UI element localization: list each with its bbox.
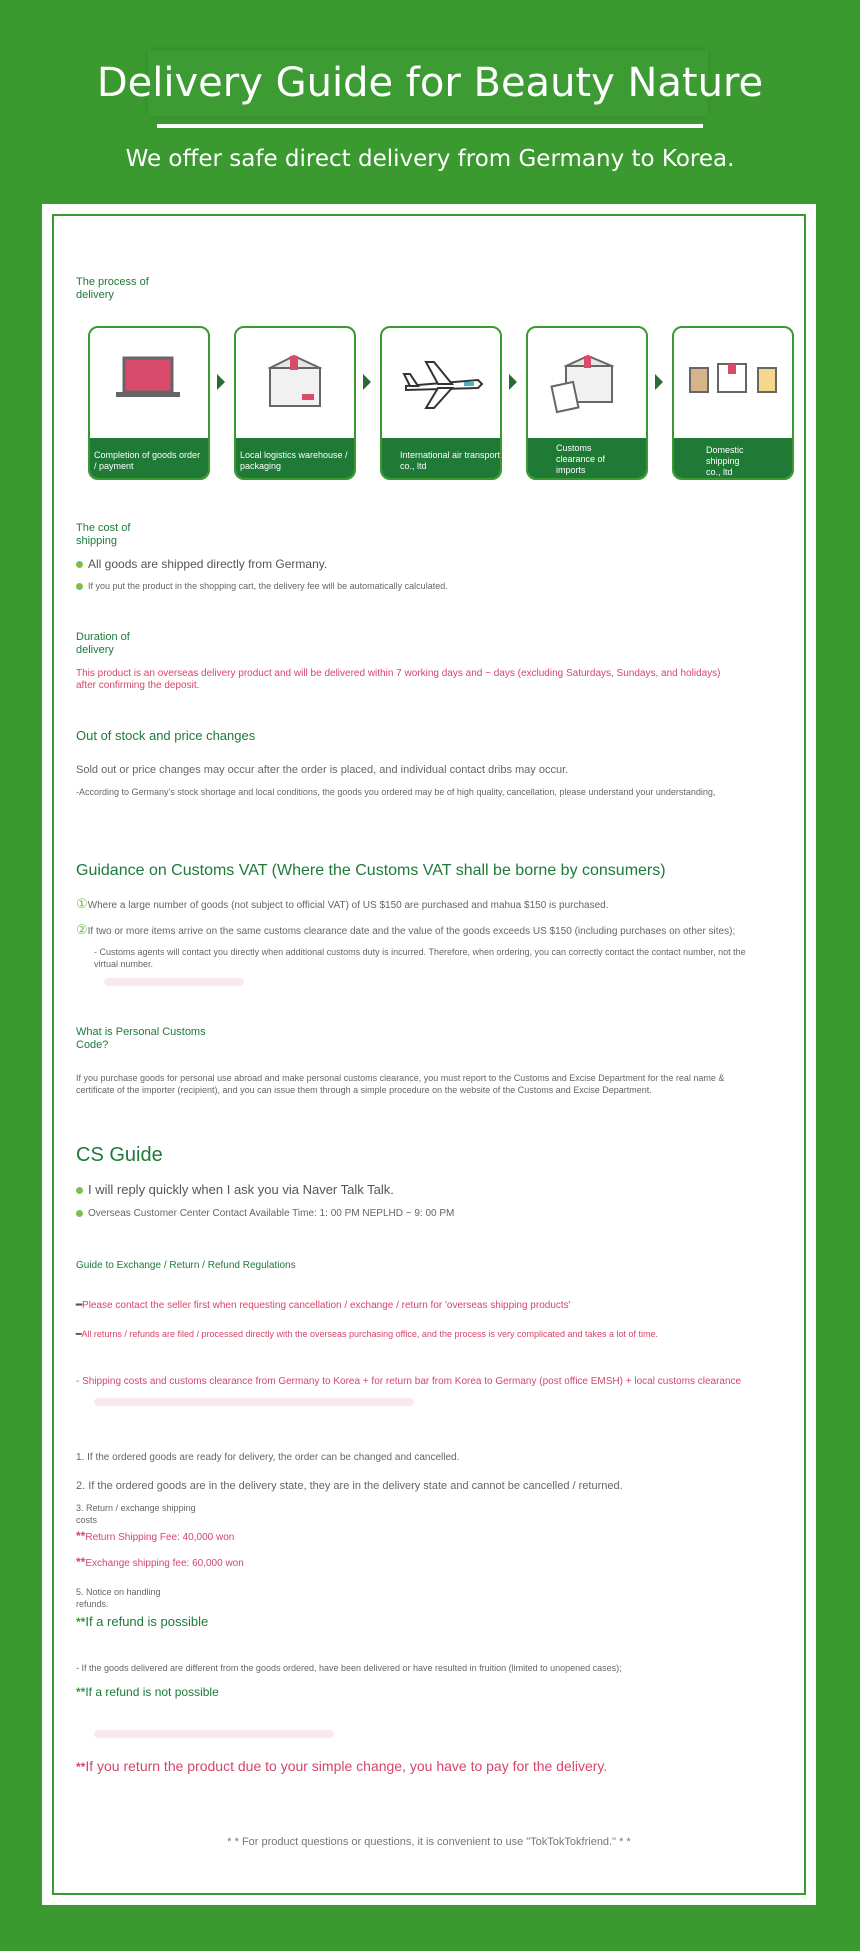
step-label: Completion of goods order / payment [94,450,201,471]
page-title: Delivery Guide for Beauty Nature [96,60,764,106]
arrow-icon [655,374,663,390]
cs-line1: I will reply quickly when I ask you via Naver Talk Talk. [76,1184,394,1196]
refund-possible: **If a refund is possible [76,1614,209,1629]
customs-box-icon [528,328,646,438]
duration-text: This product is an overseas delivery product and will be delivered within 7 working days and ~ days (excluding Saturdays, Sundays, and holidays) after confirming the deposit. [76,668,721,691]
cost-line1: All goods are shipped directly from Germany. [76,558,327,570]
refund-n2: 2. If the ordered goods are in the delivery state, they are in the delivery state and cannot be cancelled / returned. [76,1480,623,1492]
vat-title: Guidance on Customs VAT (Where the Customs VAT shall be borne by consumers) [76,862,666,879]
box-icon [236,328,354,438]
step-label: Customs clearance of imports [556,443,606,475]
laptop-icon [90,328,208,438]
pcc-text: If you purchase goods for personal use abroad and make personal customs clearance, you must report to the Customs and Excise Department for the real name & certificate of the importer (recipient), and you can issue them through a simple procedure on the website of the Customs and Excise Department. [76,1073,725,1095]
page-header [0,0,860,200]
step-warehouse [234,326,356,480]
refund-n5: 5. Notice on handling refunds. [76,1587,161,1609]
refund-n3: 3. Return / exchange shipping costs [76,1503,196,1525]
refund-not-possible: **If a refund is not possible [76,1685,219,1699]
duration-title: Duration of delivery [76,631,130,656]
arrow-icon [217,374,225,390]
refund-n1: 1. If the ordered goods are ready for delivery, the order can be changed and cancelled. [76,1452,460,1463]
arrow-icon [509,374,517,390]
handover-icon [674,328,792,438]
blurred-text [94,1730,334,1738]
step-label: Local logistics warehouse / packaging [240,450,348,471]
pcc-title: What is Personal Customs Code? [76,1026,206,1051]
refund-title: Guide to Exchange / Return / Refund Regulations [76,1260,296,1271]
fee-exchange: **Exchange shipping fee: 60,000 won [76,1555,244,1569]
step-label: International air transport co., ltd [400,450,501,471]
refund-simple-change: **If you return the product due to your simple change, you have to pay for the delivery. [76,1758,608,1774]
step-customs [526,326,648,480]
airplane-icon [382,328,500,438]
refund-shipping: - Shipping costs and customs clearance from Germany to Korea + for return bar from Korea to Germany (post office EMSH) + local customs clearance [76,1376,742,1387]
step-order [88,326,210,480]
stock-line2: -According to Germany's stock shortage and local conditions, the goods you ordered may be of high quality, cancellation, please understand your understanding, [76,787,716,797]
bullet-icon [76,583,83,590]
cost-line2: If you put the product in the shopping cart, the delivery fee will be automatically calculated. [76,580,448,592]
step-label: Domestic shipping co., ltd [706,445,744,477]
guide-card [42,204,816,1905]
cs-title: CS Guide [76,1144,163,1166]
vat-item2: ②If two or more items arrive on the same customs clearance date and the value of the goods exceeds US $150 (including purchases on other sites); [76,922,736,937]
blurred-text [94,1398,414,1406]
bullet-icon [76,1187,83,1194]
vat-note: - Customs agents will contact you directly when additional customs duty is incurred. Therefore, when ordering, you can correctly contact the contact number, not the virtual number. [94,947,746,969]
refund-dash1: ━Please contact the seller first when requesting cancellation / exchange / return for 'overseas shipping products' [76,1300,571,1311]
footer-note: * * For product questions or questions, it is convenient to use "TokTokTokfriend." * * [227,1836,631,1848]
stock-title: Out of stock and price changes [76,728,256,743]
refund-possible-note: - If the goods delivered are different from the goods ordered, have been delivered or have resulted in fruition (limited to unopened cases); [76,1663,622,1673]
title-divider [157,124,703,128]
arrow-icon [363,374,371,390]
cs-line2: Overseas Customer Center Contact Available Time: 1: 00 PM NEPLHD ~ 9: 00 PM [76,1208,454,1220]
step-air-transport [380,326,502,480]
step-domestic [672,326,794,480]
page-subtitle: We offer safe direct delivery from Germany to Korea. [125,146,735,172]
blurred-text [104,978,244,986]
process-title: The process of delivery [76,276,149,301]
vat-item1: ①Where a large number of goods (not subject to official VAT) of US $150 are purchased and mahua $150 is purchased. [76,896,609,911]
guide-frame [52,214,806,1895]
bullet-icon [76,1210,83,1217]
stock-line1: Sold out or price changes may occur after the order is placed, and individual contact dribs may occur. [76,764,569,776]
cost-title: The cost of shipping [76,522,131,547]
refund-dash2: ━All returns / refunds are filed / processed directly with the overseas purchasing office, and the process is very complicated and takes a lot of time. [76,1329,659,1339]
bullet-icon [76,561,83,568]
fee-return: **Return Shipping Fee: 40,000 won [76,1529,235,1543]
